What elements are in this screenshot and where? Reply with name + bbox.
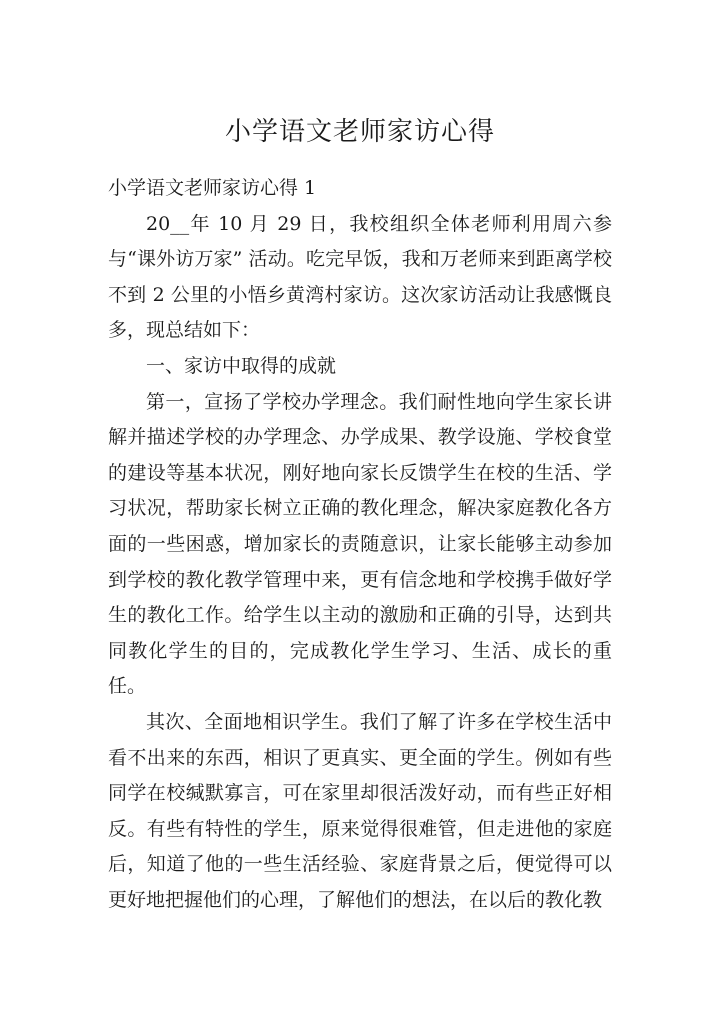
paragraph-first-point: 第一，宣扬了学校办学理念。我们耐性地向学生家长讲解并描述学校的办学理念、办学成果、教学设施、学校食堂的建设等基本状况，刚好地向家长反馈学生在校的生活、学习状况，帮助家长树立正确的教化理念，解决家庭教化各方面的一些困惑，增加家长的责随意识，让家长能够主动参加到学校的教化教学管理中来，更有信念地和学校携手做好学生的教化工作。给学生以主动的激励和正确的引导，达到共同教化学生的目的，完成教化学生学习、生活、成长的重任。 bbox=[108, 390, 612, 698]
paragraph-second-point: 其次、全面地相识学生。我们了解了许多在学校生活中看不出来的东西，相识了更真实、更全面的学生。例如有些同学在校缄默寡言，可在家里却很活泼好动，而有些正好相反。有些有特性的学生，原来觉得很难管，但走进他的家庭后，知道了他的一些生活经验、家庭背景之后，便觉得可以更好地把握他们的心理，了解他们的想法，在以后的教化教 bbox=[108, 710, 612, 911]
section-heading: 小学语文老师家访心得 1 bbox=[108, 177, 317, 199]
paragraph-heading-achievements: 一、家访中取得的成就 bbox=[146, 354, 337, 377]
document-body bbox=[108, 171, 612, 918]
document-title: 小学语文老师家访心得 bbox=[224, 117, 495, 147]
paragraph-intro: 20__年 10 月 29 日，我校组织全体老师利用周六参与“课外访万家” 活动。吃完早饭，我和万老师来到距离学校不到 2 公里的小悟乡黄湾村家访。这次家访活动让我感慨良多，现总结如下： bbox=[108, 212, 612, 342]
